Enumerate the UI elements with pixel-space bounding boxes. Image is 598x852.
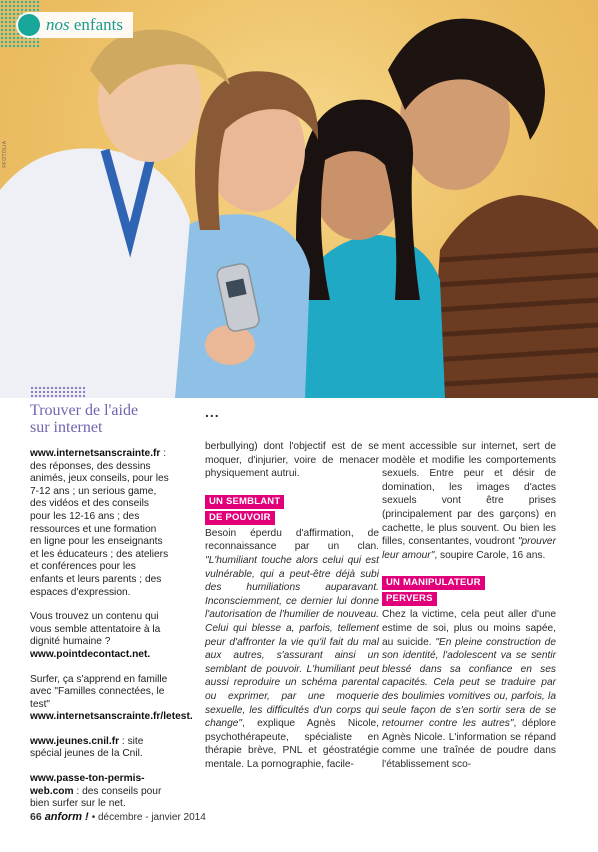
paragraph-gap	[382, 562, 556, 576]
subheading-line-2: PERVERS	[382, 592, 437, 606]
article-paragraph: berbullying) dont l'objectif est de se moquer, d'injurier, voire de menacer physiquement autrui.	[205, 441, 379, 480]
section-bullet-icon	[18, 14, 40, 36]
article-quote: "prouver leur amour"	[382, 536, 556, 561]
article-paragraph	[205, 527, 379, 772]
subheading-line-1: UN MANIPULATEUR	[382, 576, 485, 590]
sidebar-title	[30, 402, 170, 436]
section-tag	[16, 12, 133, 38]
sidebar-paragraph	[30, 673, 193, 724]
section-word-1: nos	[46, 15, 70, 34]
sidebar-paragraph	[30, 736, 170, 761]
photo-credit: ©FOTOLIA	[2, 140, 8, 168]
article-paragraph	[382, 440, 556, 562]
link-passe-ton-permis[interactable]: www.passe-ton-permis-web.com	[30, 773, 145, 797]
help-sidebar	[30, 402, 193, 823]
paragraph-gap	[205, 481, 379, 495]
link-letest[interactable]: www.internetsanscrainte.fr/letest.	[30, 711, 193, 723]
article-paragraph	[382, 608, 556, 771]
sidebar-text: : des conseils pour bien surfer sur le net.	[30, 785, 162, 810]
article-text: , déplore Agnès Nicole. L'information se répand comme une traînée de poudre dans l'établissement sco-	[382, 718, 556, 770]
sidebar-title-line-1: Trouver de l'aide	[30, 402, 139, 419]
link-pointdecontact[interactable]: www.pointdecontact.net.	[30, 648, 151, 660]
page-number: 66	[30, 811, 42, 823]
sidebar-text: : site spécial jeunes de la Cnil.	[30, 735, 144, 760]
section-label	[46, 15, 123, 35]
sidebar-text: Vous trouvez un contenu qui vous semble attentatoire à la dignité humaine ?	[30, 611, 161, 648]
article-text: Chez la victime, cela peut aller d'une estime de soi, plus ou moins sapée, au suicide.	[382, 609, 556, 648]
subheading-line-2: DE POUVOIR	[205, 511, 275, 525]
photo-illustration	[0, 0, 598, 398]
link-jeunes-cnil[interactable]: www.jeunes.cnil.fr	[30, 735, 120, 747]
section-word-2: enfants	[73, 15, 123, 34]
article-quote: "En pleine construction de son identité, l'adolescent va se sentir blessé dans sa confiance en ses capacités. Cela peut se traduire par des boulimies vomitives ou, parfois, la seule façon de s'en sortir sera de se retourner contre les autres"	[382, 636, 556, 730]
subheading-pouvoir	[205, 495, 379, 525]
article-text: , soupire Carole, 16 ans.	[434, 549, 546, 561]
sidebar-paragraph	[30, 448, 170, 599]
issue-date: • décembre - janvier 2014	[91, 812, 206, 823]
article-text: ment accessible sur internet, sert de modèle et modifie les comportements sexuels. Entre peur et désir de domination, les images d'actes sexuels vont être prises (principalement par des garçons) en cachette, le plus souvent. Ou bien les filles, consentantes, voudront	[382, 441, 556, 548]
decorative-dots-strip	[30, 386, 86, 398]
article-column-middle	[205, 440, 379, 771]
continuation-ellipsis: ...	[205, 404, 220, 420]
link-internetsanscrainte[interactable]: www.internetsanscrainte.fr	[30, 448, 161, 459]
magazine-name: anform !	[44, 811, 89, 823]
article-text: , explique Agnès Nicole, psychothérapeute, spécialiste en thérapie brève, PNL et géostratégie mentale. La pornographie, facile-	[205, 718, 379, 770]
sidebar-text: : des réponses, des dessins animés, jeux conseils, pour les 7-12 ans ; un serious game, des vidéos et des conseils pour les 12-16 ans ; des ressources et une formation en ligne pour les enseignants et les éducateurs ; des ateliers et conférences pour les enfants et leurs parents ; des espaces d'expression.	[30, 448, 169, 598]
teen-group-photo	[0, 0, 598, 398]
page-footer	[30, 811, 206, 823]
subheading-manipulateur	[382, 576, 556, 606]
sidebar-paragraph	[30, 773, 170, 811]
article-text: Besoin éperdu d'affirmation, de reconnaissance par un clan.	[205, 527, 379, 553]
article-quote: "L'humiliant touche alors celui qui est vulnérable, qui a peut-être déjà subi des humiliations auparavant. Inconsciemment, ce dernier lui donne l'autorisation de l'humilier de nouveau. Celui qui blesse a, parfois, tellement peur d'affronter la vie qu'il fait du mal aux autres, s'assurant ainsi un semblant de pouvoir. L'humiliant peut aussi reproduire un schéma parental ou exprimer, par une moquerie sexuelle, les difficultés d'un corps qui change"	[205, 554, 379, 730]
sidebar-paragraph	[30, 611, 170, 661]
sidebar-text: Surfer, ça s'apprend en famille avec "Familles connectées, le test"	[30, 673, 168, 710]
article-column-right	[382, 440, 556, 771]
sidebar-title-line-2: sur internet	[30, 419, 103, 436]
subheading-line-1: UN SEMBLANT	[205, 495, 284, 509]
